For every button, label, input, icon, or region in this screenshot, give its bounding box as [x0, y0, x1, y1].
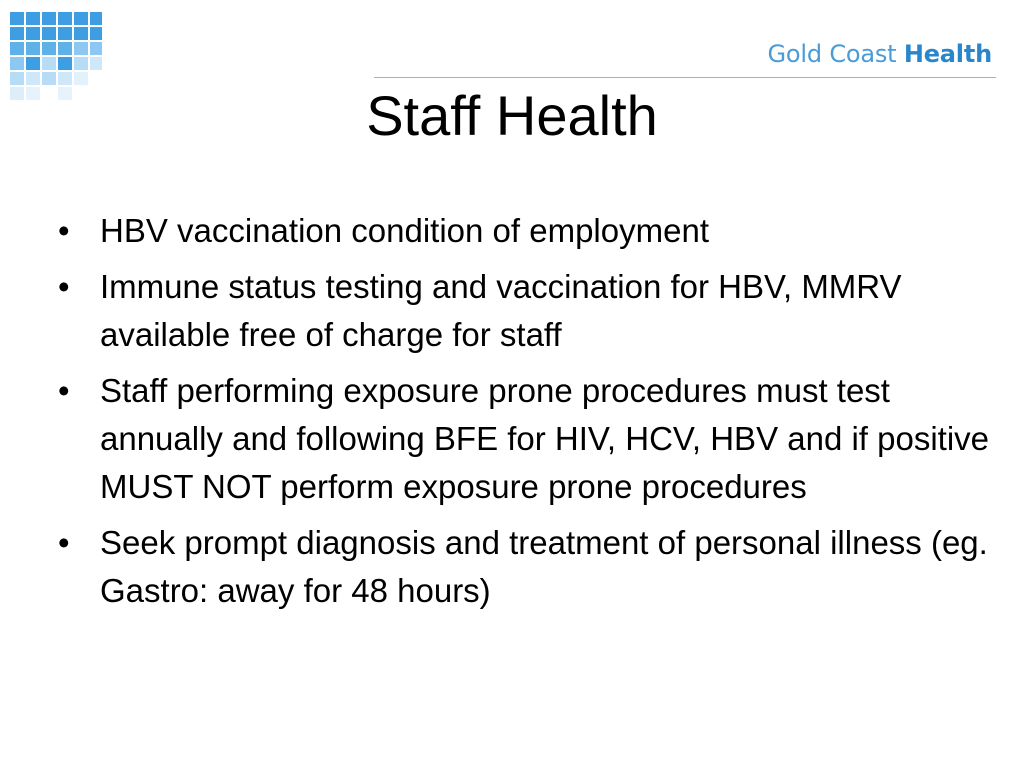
- bullet-item: [58, 519, 1008, 615]
- header-divider: [374, 77, 996, 78]
- bullet-item: [58, 263, 1008, 359]
- bullet-list: [58, 207, 1008, 623]
- bullet-text: Immune status testing and vaccination for HBV, MMRV available free of charge for staff: [100, 268, 902, 353]
- bullet-item: [58, 207, 1008, 255]
- bullet-text: HBV vaccination condition of employment: [100, 212, 709, 249]
- bullet-item: [58, 367, 1008, 511]
- slide-title: Staff Health: [366, 84, 658, 147]
- bullet-icon: •: [58, 212, 70, 249]
- bullet-icon: •: [58, 268, 70, 305]
- bullet-icon: •: [58, 372, 70, 409]
- brand-wordmark-bold: Health: [903, 40, 992, 68]
- bullet-text: Staff performing exposure prone procedures must test annually and following BFE for HIV, HCV, HBV and if positive MUST NOT perform exposure prone procedures: [100, 372, 990, 505]
- brand-wordmark: [768, 40, 992, 68]
- bullet-text: Seek prompt diagnosis and treatment of personal illness (eg. Gastro: away for 48 hours): [100, 524, 988, 609]
- bullet-icon: •: [58, 524, 70, 561]
- brand-wordmark-light: Gold Coast: [767, 40, 897, 68]
